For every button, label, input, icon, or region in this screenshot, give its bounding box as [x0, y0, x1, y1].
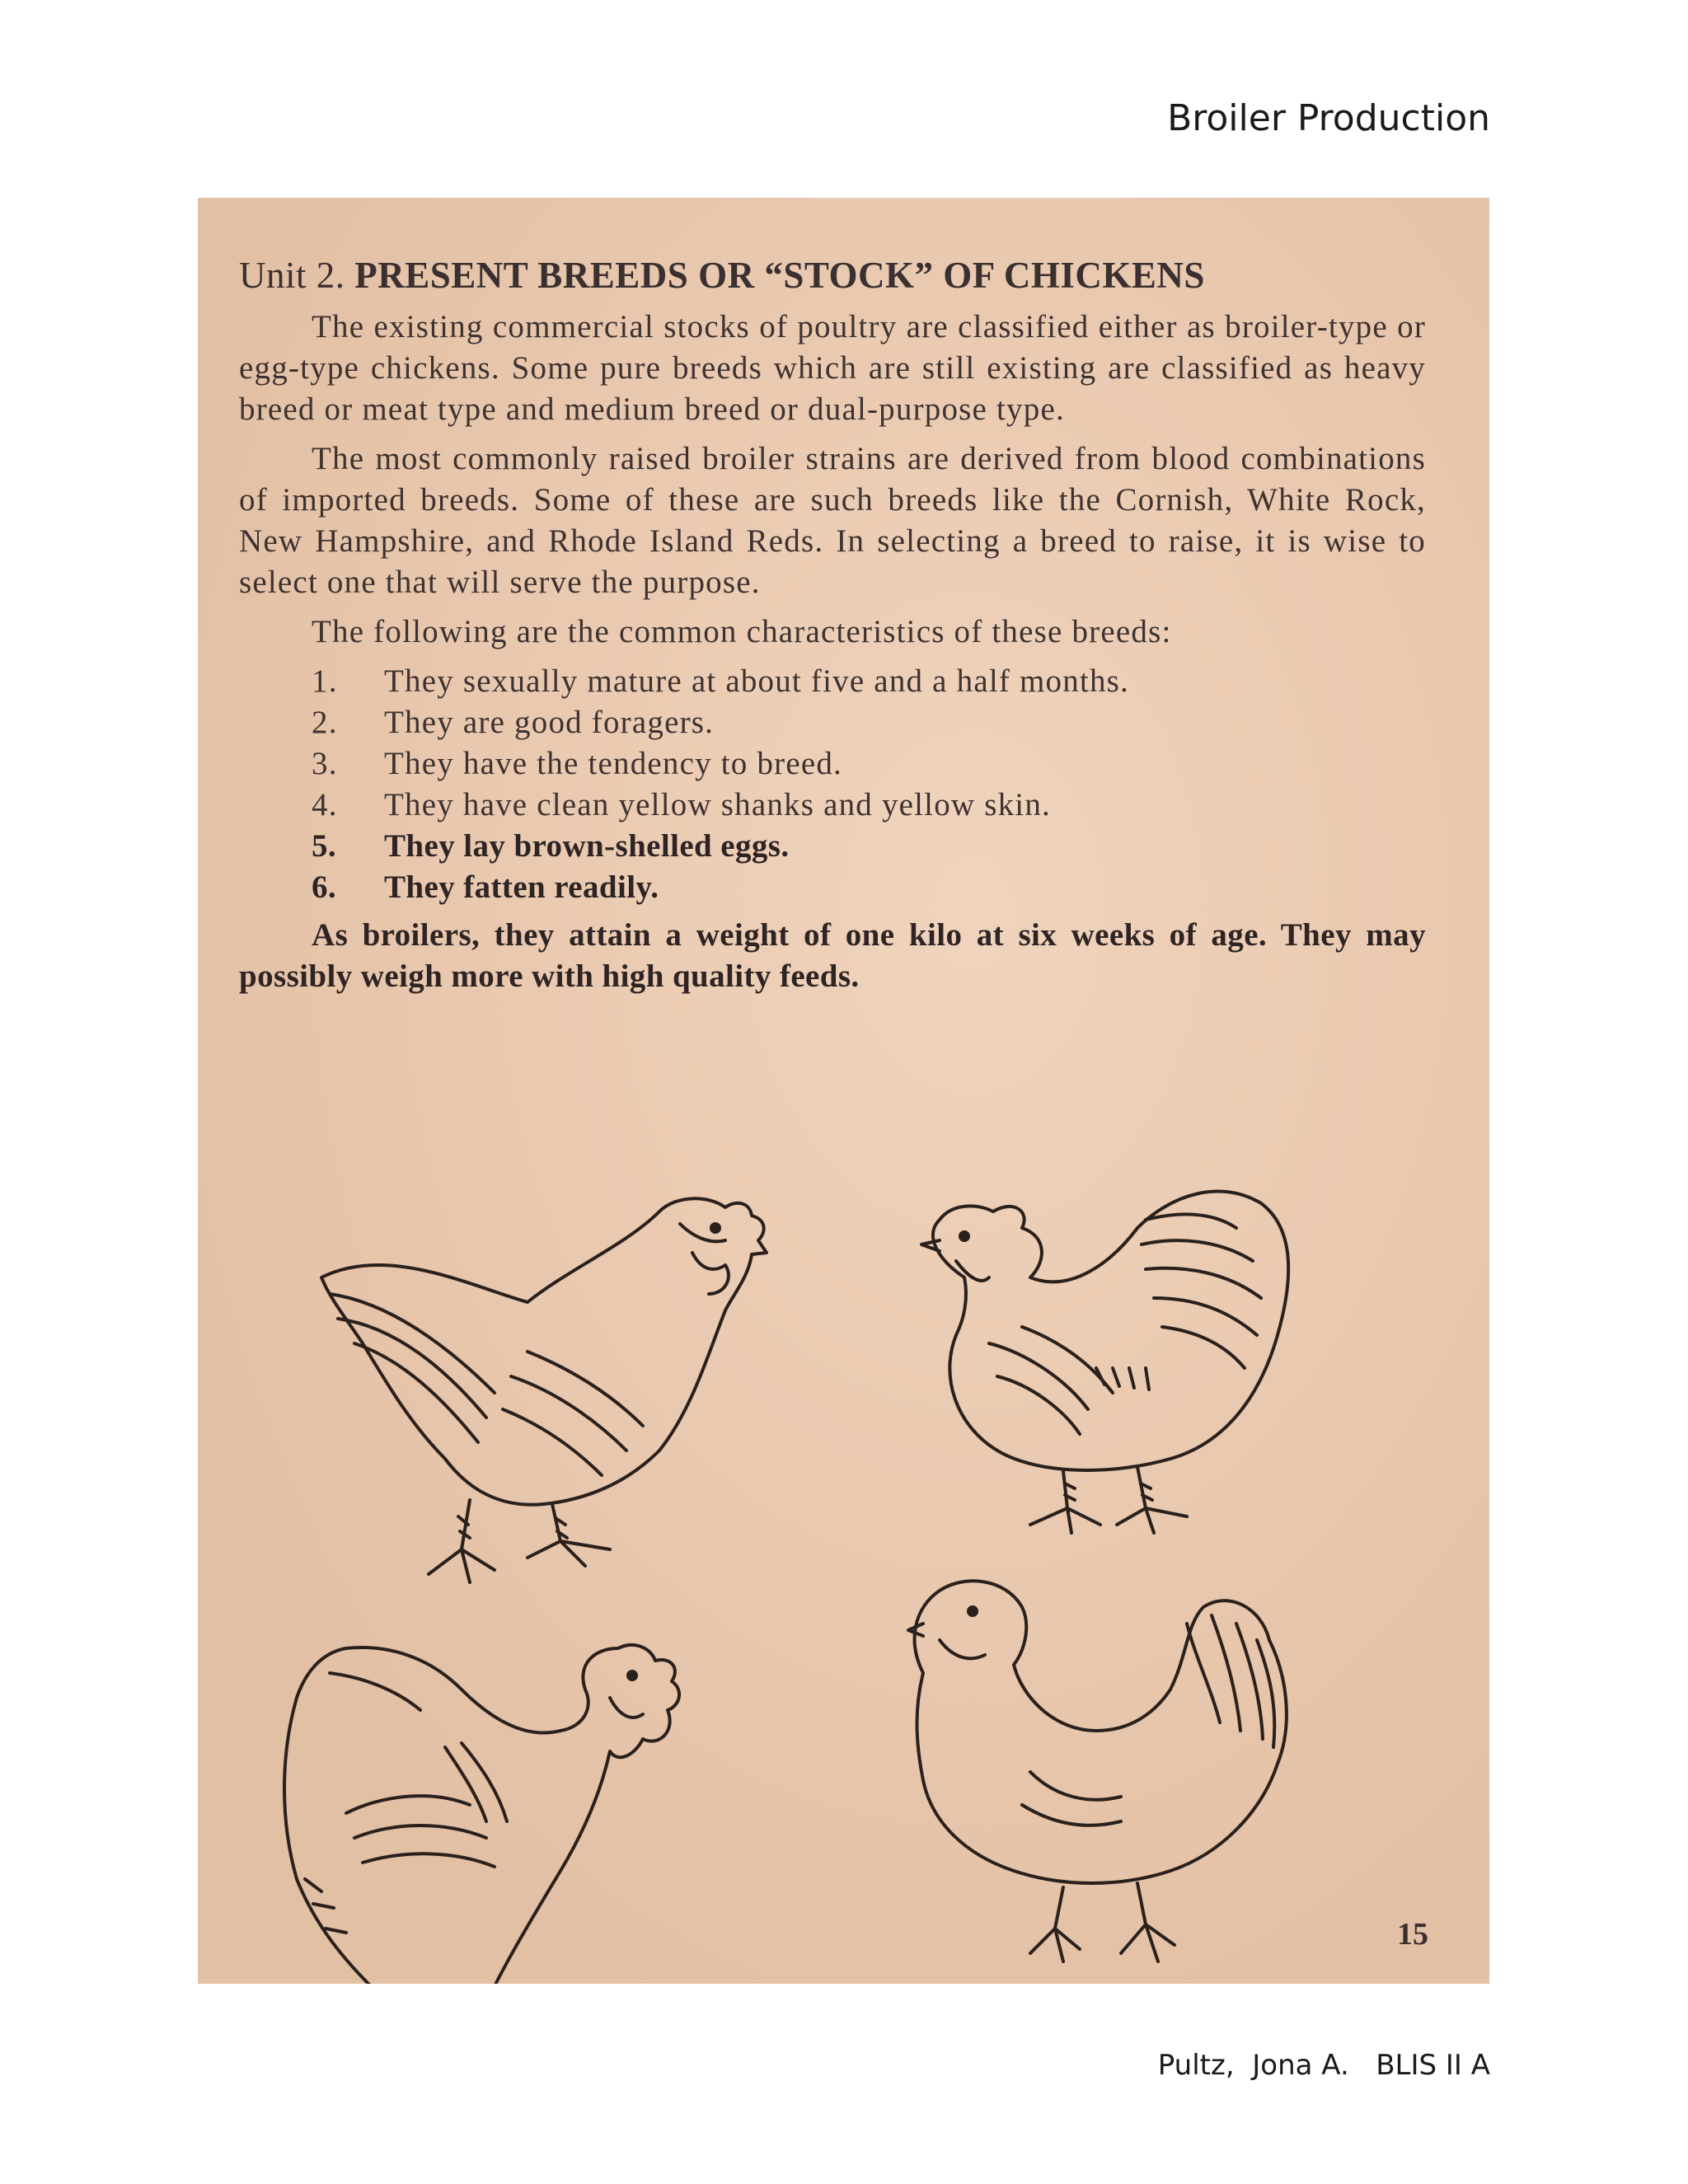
list-item-text: They lay brown-shelled eggs. [384, 828, 790, 864]
list-item-text: They have the tendency to breed. [384, 746, 843, 781]
chicken-illustration-rooster [921, 1192, 1288, 1533]
characteristics-list [239, 661, 1426, 908]
list-item-text: They sexually mature at about five and a half months. [384, 663, 1130, 699]
unit-title: PRESENT BREEDS OR “STOCK” OF CHICKENS [354, 255, 1205, 296]
paragraph-strains: The most commonly raised broiler strains are derived from blood combinations of imported breeds. Some of these are such breeds like the Cornish, White Rock, New Hampshire, and Rhode Island Reds. In selecting a breed to raise, it is wise to select one that will serve the purpose. [239, 441, 1426, 600]
book-page-number: 15 [1397, 1917, 1428, 1952]
chicken-illustration-hen-resting [284, 1645, 679, 1984]
scanned-book-page [198, 198, 1489, 1984]
list-item [312, 826, 1426, 867]
list-item-number: 3. [312, 746, 338, 781]
list-item-text: They are good foragers. [384, 705, 715, 740]
list-item [312, 867, 1426, 908]
page-header-title: Broiler Production [1167, 97, 1490, 139]
unit-label: Unit 2. [239, 255, 345, 296]
list-item-text: They fatten readily. [384, 869, 659, 905]
list-item [312, 743, 1426, 785]
list-item-number: 1. [312, 663, 338, 699]
chicken-illustrations [198, 1162, 1489, 1984]
list-item-text: They have clean yellow shanks and yellow skin. [384, 787, 1051, 823]
unit-heading [239, 254, 1426, 297]
list-item [312, 702, 1426, 743]
chicken-illustration-hen-standing [321, 1198, 767, 1582]
paragraph-broiler-weight: As broilers, they attain a weight of one kilo at six weeks of age. They may possibly weigh more with high quality feeds. [239, 917, 1426, 994]
list-item-number: 6. [312, 869, 337, 905]
scan-text-block [239, 254, 1426, 1005]
list-item [312, 661, 1426, 702]
list-item-number: 5. [312, 828, 337, 864]
page-footer-author: Pultz, Jona A. BLIS II A [1157, 2049, 1490, 2082]
list-item-number: 2. [312, 705, 338, 740]
paragraph-stocks: The existing commercial stocks of poultry are classified either as broiler-type or egg-type chickens. Some pure breeds which are still existing are classified as heavy breed or meat type and medium breed or dual-purpose type. [239, 309, 1426, 427]
chicken-illustration-bantam [908, 1581, 1287, 1961]
list-item-number: 4. [312, 787, 338, 823]
list-item [312, 785, 1426, 826]
paragraph-characteristics-intro: The following are the common characteristics of these breeds: [312, 614, 1172, 649]
